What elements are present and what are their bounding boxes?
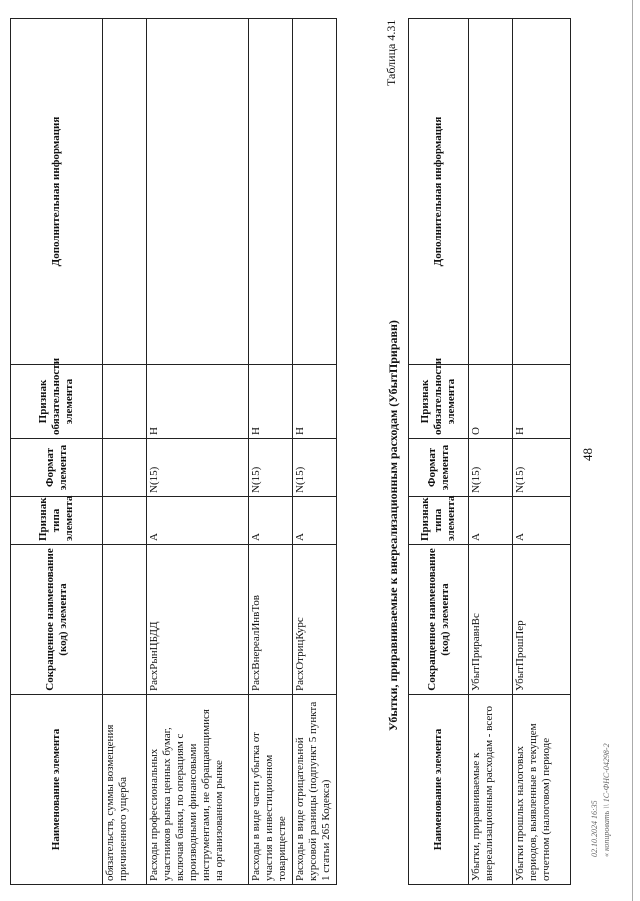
print-stamp-id: « копировать \\ 1С-ФНС-04298-2	[602, 743, 611, 857]
page-number: 48	[580, 448, 595, 461]
cell-format: N(15)	[469, 439, 513, 497]
table-row	[513, 19, 571, 885]
print-stamp-date: 02.10.2024 16:35	[590, 800, 599, 857]
header-type: Признак типа элемента	[11, 497, 103, 545]
table-header-row	[11, 19, 103, 885]
cell-info	[249, 19, 293, 365]
table-row	[249, 19, 293, 885]
cell-name: Расходы в виде отрицательной курсовой разницы (подпункт 5 пункта 1 статьи 265 Кодекса)	[293, 695, 337, 885]
header-name: Наименование элемента	[409, 695, 469, 885]
cell-code: РасхВнереалИнвТов	[249, 545, 293, 695]
cell-type: А	[147, 497, 249, 545]
header-format: Формат элемента	[11, 439, 103, 497]
table-row	[147, 19, 249, 885]
header-code: Сокращенное наименование (код) элемента	[11, 545, 103, 695]
table-title: Убытки, приравниваемые к внереализационным расходам (УбытПриравн)	[386, 320, 400, 731]
cell-code: УбытПриравнВс	[469, 545, 513, 695]
cell-info	[513, 19, 571, 365]
cell-format: N(15)	[293, 439, 337, 497]
cell-name: Расходы в виде части убытка от участия в инвестиционном товариществе	[249, 695, 293, 885]
cell-code: РасхОтрицКурс	[293, 545, 337, 695]
header-required: Признак обязательности элемента	[11, 365, 103, 439]
header-format: Формат элемента	[409, 439, 469, 497]
cell-required: Н	[147, 365, 249, 439]
cell-code: УбытПрошПер	[513, 545, 571, 695]
table-label: Таблица 4.31	[384, 19, 398, 86]
cell-required: Н	[249, 365, 293, 439]
cell-type: А	[249, 497, 293, 545]
cell-name: обязательств, суммы возмещения причиненного ущерба	[103, 695, 147, 885]
cell-info	[469, 19, 513, 365]
cell-info	[103, 19, 147, 365]
header-info: Дополнительная информация	[409, 19, 469, 365]
table-header-row	[409, 19, 469, 885]
cell-type	[103, 497, 147, 545]
cell-name: Расходы профессиональных участников рынка ценных бумаг, включая банки, по операциям с производными финансовыми инструментами, не обращающимися на организованном рынке	[147, 695, 249, 885]
header-code: Сокращенное наименование (код) элемента	[409, 545, 469, 695]
table-row	[469, 19, 513, 885]
cell-format	[103, 439, 147, 497]
table-row	[103, 19, 147, 885]
losses-table	[408, 18, 571, 885]
cell-required: Н	[293, 365, 337, 439]
table-row	[293, 19, 337, 885]
cell-format: N(15)	[513, 439, 571, 497]
cell-required: Н	[513, 365, 571, 439]
header-info: Дополнительная информация	[11, 19, 103, 365]
cell-required	[103, 365, 147, 439]
header-required: Признак обязательности элемента	[409, 365, 469, 439]
header-name: Наименование элемента	[11, 695, 103, 885]
header-type: Признак типа элемента	[409, 497, 469, 545]
cell-name: Убытки прошлых налоговых периодов, выявленные в текущем отчетном (налоговом) периоде	[513, 695, 571, 885]
cell-name: Убытки, приравниваемые к внереализационным расходам - всего	[469, 695, 513, 885]
cell-code	[103, 545, 147, 695]
cell-type: А	[469, 497, 513, 545]
cell-info	[147, 19, 249, 365]
cell-format: N(15)	[249, 439, 293, 497]
elements-table-continued	[10, 18, 337, 885]
cell-format: N(15)	[147, 439, 249, 497]
cell-info	[293, 19, 337, 365]
page-edge-line	[632, 0, 633, 901]
cell-type: А	[513, 497, 571, 545]
cell-type: А	[293, 497, 337, 545]
cell-required: О	[469, 365, 513, 439]
cell-code: РасхРынЦБДД	[147, 545, 249, 695]
